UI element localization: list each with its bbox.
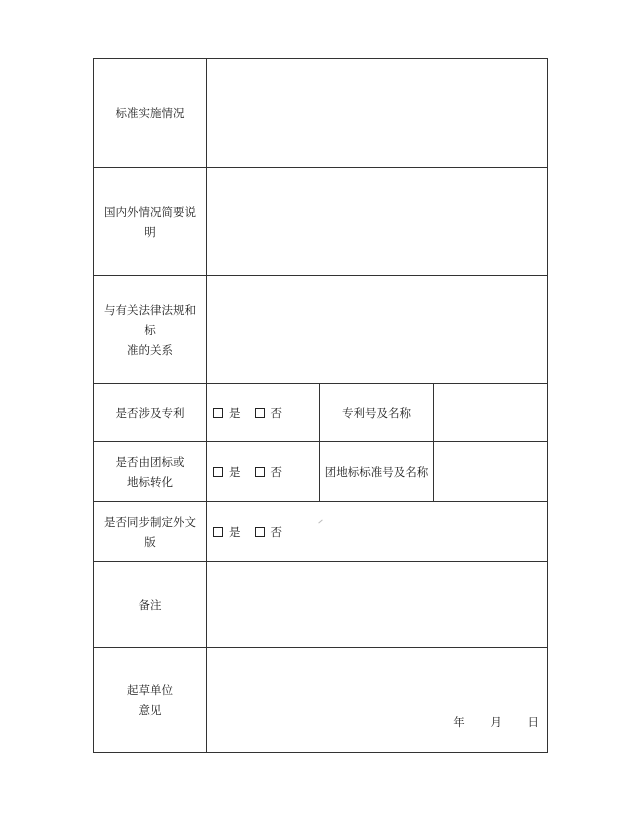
domestic-foreign-content-field[interactable] [207, 168, 547, 275]
patent-yes-checkbox[interactable] [213, 408, 223, 418]
row-domestic-foreign [94, 168, 547, 276]
implementation-content-field[interactable] [207, 59, 547, 167]
group-standard-label-line1: 是否由团标或 [115, 454, 185, 469]
patent-number-field[interactable] [434, 384, 547, 441]
foreign-version-yes-label: 是 [229, 524, 241, 539]
group-standard-no-checkbox[interactable] [255, 467, 265, 477]
remarks-label: 备注 [94, 562, 207, 647]
domestic-foreign-label: 国内外情况简要说明 [94, 168, 207, 275]
group-standard-options [207, 442, 320, 501]
date-month-label: 月 [490, 715, 502, 729]
implementation-label: 标准实施情况 [94, 59, 207, 167]
foreign-version-no-option[interactable] [255, 522, 283, 542]
drafting-unit-label-line2: 意见 [138, 703, 162, 717]
patent-options [207, 384, 320, 441]
foreign-version-yes-option[interactable] [213, 522, 241, 542]
row-foreign-version [94, 502, 547, 562]
row-relation [94, 276, 547, 384]
group-standard-yes-label: 是 [229, 464, 241, 479]
relation-label-line1: 与有关法律法规和标 [104, 302, 196, 337]
date-day-label: 日 [527, 715, 539, 729]
group-standard-label [94, 442, 207, 501]
date-year-label: 年 [453, 715, 465, 729]
date-line [453, 712, 539, 732]
row-group-standard [94, 442, 547, 502]
patent-yes-option[interactable] [213, 403, 241, 423]
patent-no-option[interactable] [255, 403, 283, 423]
foreign-version-no-label: 否 [270, 524, 282, 539]
remarks-content-field[interactable] [207, 562, 547, 647]
group-standard-label-line2: 地标转化 [127, 474, 173, 489]
group-standard-number-field[interactable] [434, 442, 547, 501]
foreign-version-no-checkbox[interactable] [255, 527, 265, 537]
patent-yes-label: 是 [229, 405, 241, 420]
group-standard-no-label: 否 [270, 464, 282, 479]
relation-label-line2: 准的关系 [127, 342, 173, 357]
patent-no-label: 否 [270, 405, 282, 420]
row-remarks [94, 562, 547, 648]
foreign-version-label: 是否同步制定外文版 [94, 502, 207, 561]
relation-label [94, 276, 207, 383]
group-standard-no-option[interactable] [255, 462, 283, 482]
group-standard-yes-option[interactable] [213, 462, 241, 482]
standard-form-table [93, 58, 548, 753]
drafting-unit-opinion-field[interactable] [207, 648, 547, 752]
group-standard-yes-checkbox[interactable] [213, 467, 223, 477]
row-implementation [94, 59, 547, 168]
patent-number-label: 专利号及名称 [320, 384, 434, 441]
row-patent [94, 384, 547, 442]
drafting-unit-label [94, 648, 207, 752]
row-drafting-unit [94, 648, 547, 752]
foreign-version-yes-checkbox[interactable] [213, 527, 223, 537]
group-standard-number-label: 团地标标准号及名称 [320, 442, 434, 501]
patent-no-checkbox[interactable] [255, 408, 265, 418]
foreign-version-options [207, 502, 547, 561]
relation-content-field[interactable] [207, 276, 547, 383]
drafting-unit-label-line1: 起草单位 [127, 683, 173, 697]
patent-label: 是否涉及专利 [94, 384, 207, 441]
